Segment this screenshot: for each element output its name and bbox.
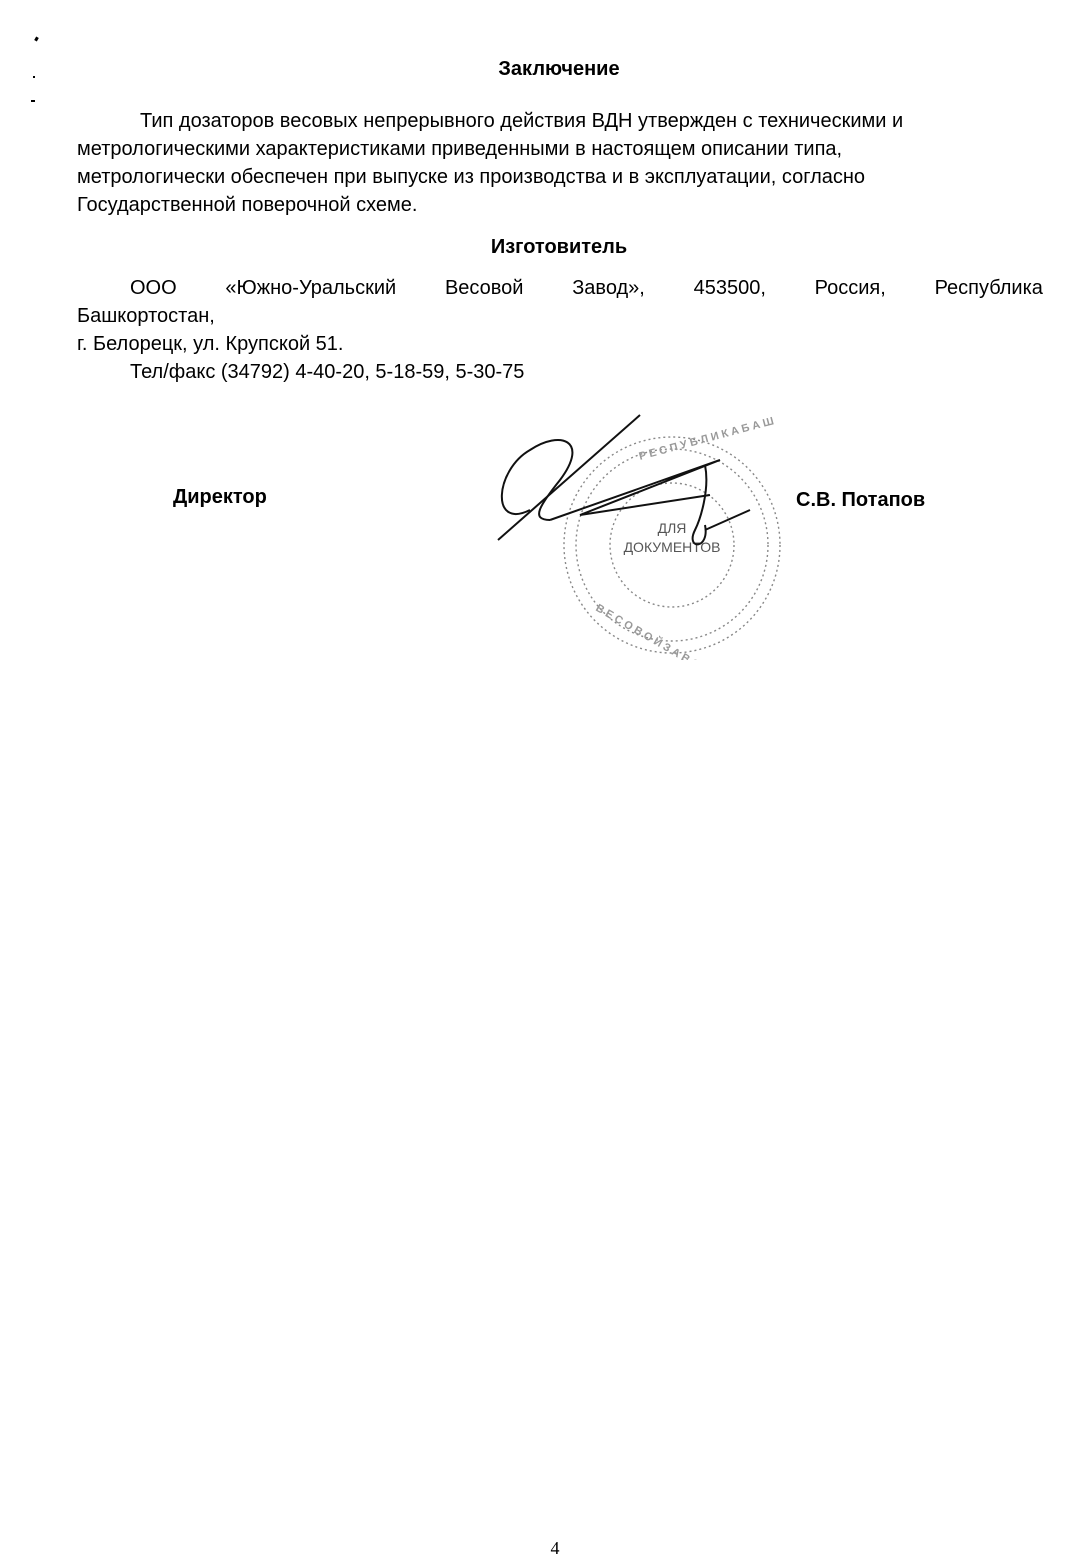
scan-mark <box>34 37 39 42</box>
stamp-and-signature <box>490 410 790 665</box>
address-word: Весовой <box>444 277 524 299</box>
signature-position: Директор <box>173 486 267 508</box>
address-line-3: г. Белорецк, ул. Крупской 51. <box>77 333 344 355</box>
conclusion-paragraph <box>77 107 1043 219</box>
address-word: Россия, <box>814 277 886 299</box>
manufacturer-heading: Изготовитель <box>490 236 628 258</box>
svg-text:В Е С О В О Й З А В О Д: В Е С О В О Й З А В О Д <box>593 602 712 660</box>
page-number: 4 <box>550 1538 560 1558</box>
address-word: «Южно-Уральский <box>225 277 397 299</box>
address-word: Республика <box>934 277 1043 299</box>
address-line-1 <box>77 274 1043 302</box>
address-word: Завод», <box>572 277 645 299</box>
stamp-text-2: ДОКУМЕНТОВ <box>623 539 721 555</box>
svg-text:Р Е С П У Б Л И К А Б А Ш: Р Е С П У Б Л И К А Б А Ш <box>637 415 776 463</box>
address-word: 453500, <box>693 277 766 299</box>
conclusion-line: Государственной поверочной схеме. <box>77 194 418 216</box>
signatory-name: С.В. Потапов <box>796 489 926 511</box>
stamp-text-1: ДЛЯ <box>657 520 687 536</box>
address-word: ООО <box>130 277 177 299</box>
manufacturer-address <box>77 274 1043 386</box>
conclusion-line: метрологически обеспечен при выпуске из производства и в эксплуатации, согласно <box>77 166 866 188</box>
conclusion-line: Тип дозаторов весовых непрерывного действия ВДН утвержден с техническими и <box>140 110 904 132</box>
phone-line: Тел/факс (34792) 4-40-20, 5-18-59, 5-30-75 <box>130 361 525 383</box>
stamp-icon <box>490 410 790 660</box>
address-line-2: Башкортостан, <box>77 305 215 327</box>
conclusion-heading: Заключение <box>498 58 620 80</box>
conclusion-line: метрологическими характеристиками приведенными в настоящем описании типа, <box>77 138 843 160</box>
scan-mark <box>31 100 35 102</box>
